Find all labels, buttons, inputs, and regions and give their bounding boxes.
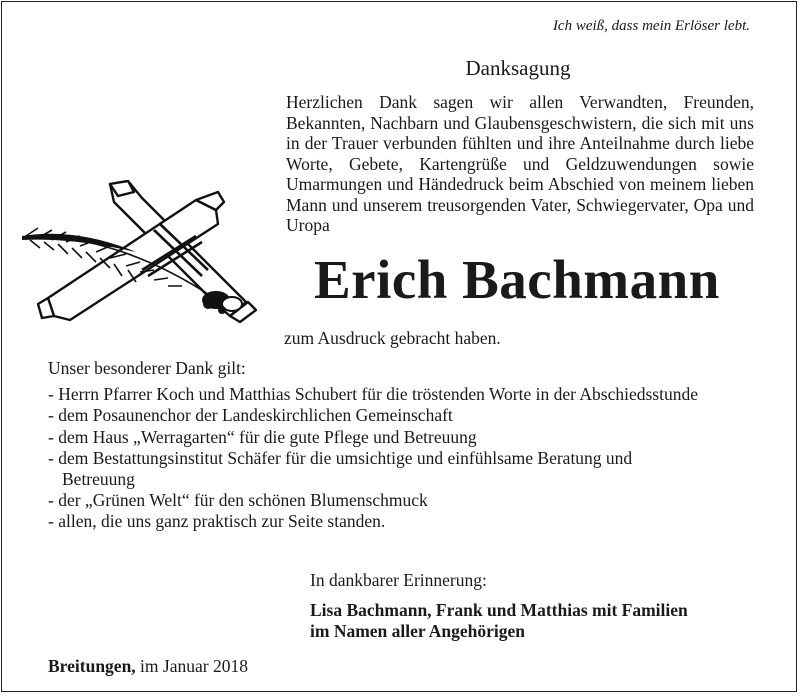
signers-line: im Namen aller Angehörigen xyxy=(310,620,526,641)
thanks-item: - Herrn Pfarrer Koch und Matthias Schubert für die tröstenden Worte in der Abschiedsstunde xyxy=(48,384,708,404)
deceased-name: Erich Bachmann xyxy=(314,249,720,310)
place-and-date xyxy=(48,656,248,677)
closing-phrase: zum Ausdruck gebracht haben. xyxy=(284,328,501,348)
signers xyxy=(310,600,688,641)
signers-line: Lisa Bachmann, Frank und Matthias mit Familien xyxy=(310,600,688,620)
thanks-item: - dem Posaunenchor der Landeskirchlichen Gemeinschaft xyxy=(48,405,708,425)
obituary-notice xyxy=(1,1,797,692)
memory-line: In dankbarer Erinnerung: xyxy=(310,570,487,590)
thanks-item: - allen, die uns ganz praktisch zur Seite standen. xyxy=(48,511,708,531)
thanks-item: - dem Bestattungsinstitut Schäfer für die umsichtige und einfühlsame Beratung und Betreuung xyxy=(48,448,708,489)
place-name: Breitungen, xyxy=(48,656,136,676)
intro-paragraph: Herzlichen Dank sagen wir allen Verwandten, Freunden, Bekannten, Nachbarn und Glaubensgeschwistern, die sich mit uns in der Trauer verbunden fühlten und ihre Anteilnahme durch liebe Worte, Gebete, Kartengrüße und Geldzuwendungen sowie Umarmungen und Händedruck beim Abschied von meinem lieben Mann und unserem treusorgenden Vater, Schwiegervater, Opa und Uropa xyxy=(286,92,754,235)
thanks-item: - der „Grünen Welt“ für den schönen Blumenschmuck xyxy=(48,490,708,510)
thanks-heading: Unser besonderer Dank gilt: xyxy=(48,358,246,378)
notice-heading: Danksagung xyxy=(465,56,571,80)
thanks-list xyxy=(48,384,708,533)
thanks-item: - dem Haus „Werragarten“ für die gute Pflege und Betreuung xyxy=(48,427,708,447)
date-text: im Januar 2018 xyxy=(140,656,248,676)
bible-motto: Ich weiß, dass mein Erlöser lebt. xyxy=(552,18,750,34)
cross-with-palm-branch-icon xyxy=(18,180,268,324)
